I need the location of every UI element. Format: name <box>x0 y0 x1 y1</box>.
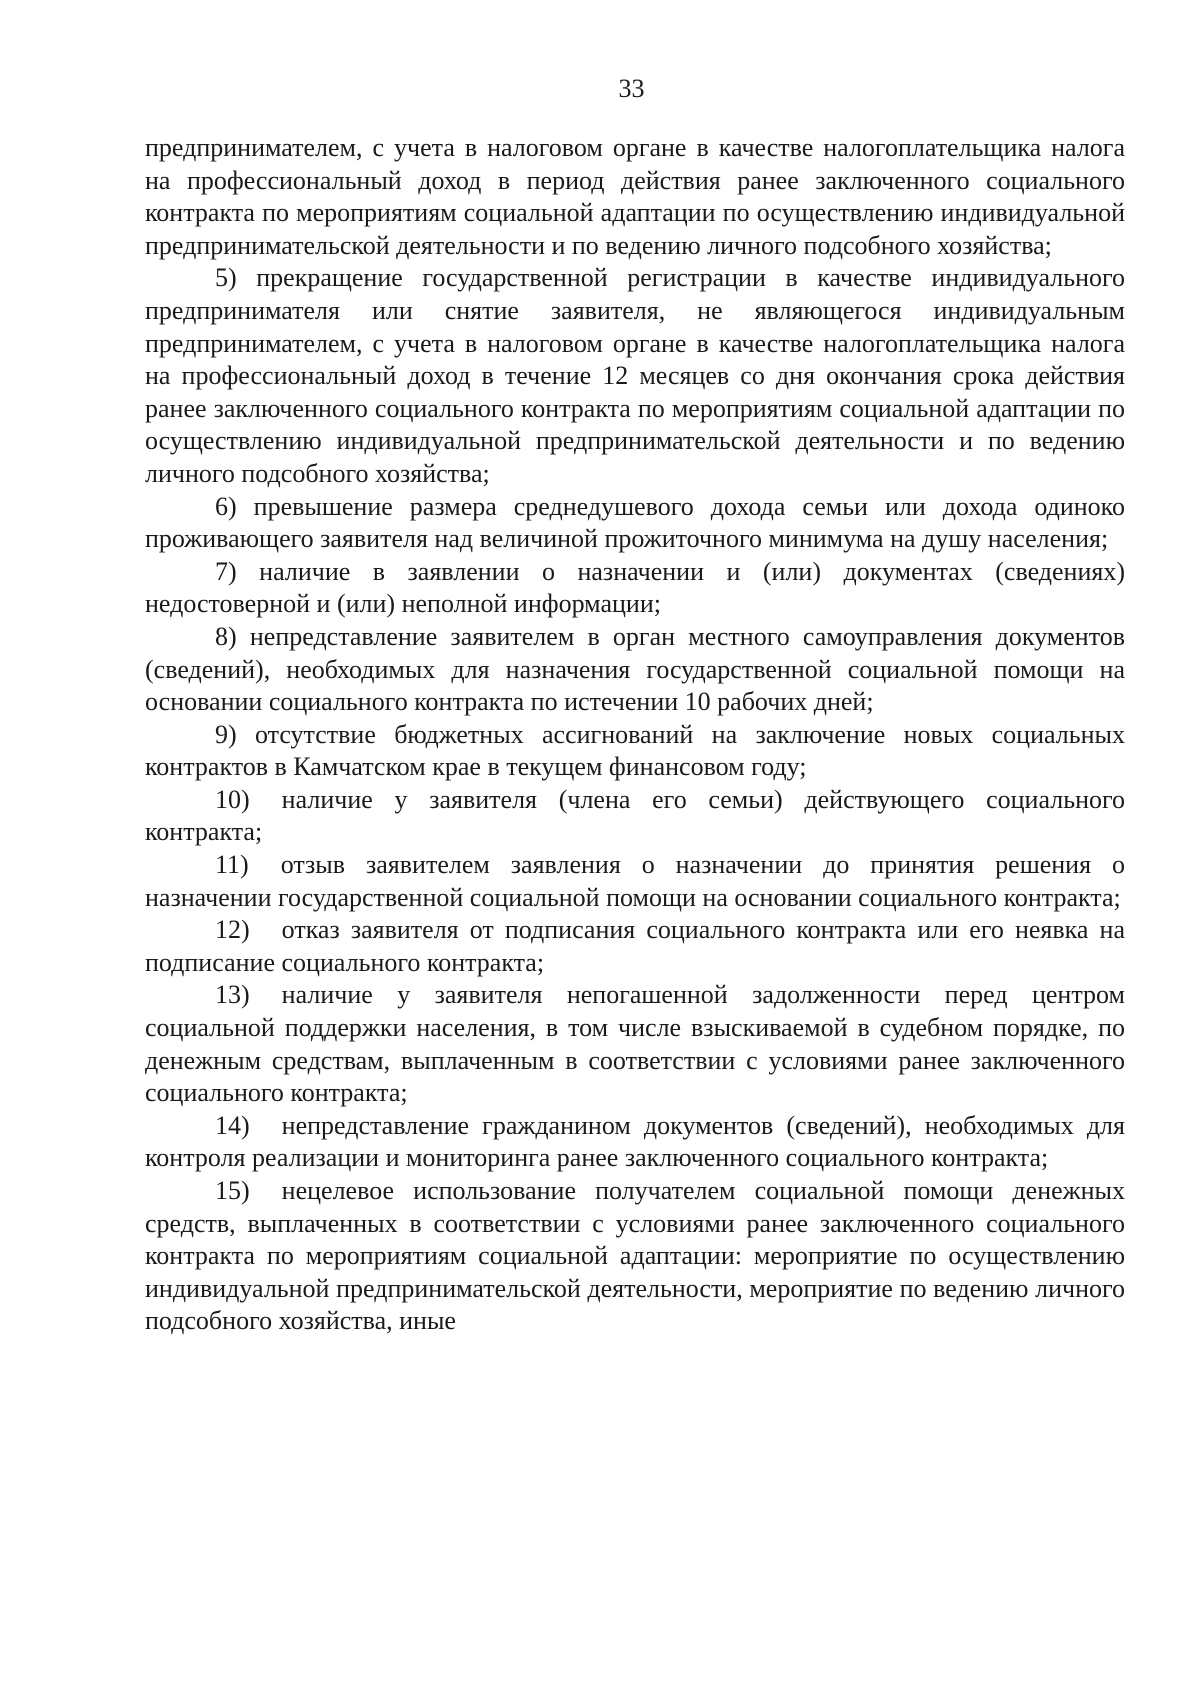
paragraph-text: предпринимателем, с учета в налоговом органе в качестве налогоплательщика налога на профессиональный доход в период действия ранее заключенного социального контракта по мероприятиям социальной адаптации по осуществлению индивидуальной предпринимательской деятельности и по ведению личного подсобного хозяйства; <box>145 133 1125 260</box>
list-item-marker: 9) <box>215 719 237 749</box>
list-item-14 <box>145 1110 1125 1175</box>
list-item-text: непредставление гражданином документов (сведений), необходимых для контроля реализации и мониторинга ранее заключенного социального контракта; <box>145 1110 1125 1173</box>
list-item-15 <box>145 1175 1125 1338</box>
list-item-marker: 10) <box>215 784 250 814</box>
list-item-marker: 12) <box>215 915 250 945</box>
list-item-6 <box>145 491 1125 556</box>
list-item-marker: 7) <box>215 556 237 586</box>
paragraph-continuation <box>145 132 1125 262</box>
list-item-marker: 14) <box>215 1110 250 1140</box>
list-item-text: отзыв заявителем заявления о назначении до принятия решения о назначении государственной социальной помощи на основании социального контракта; <box>145 850 1125 912</box>
document-body <box>145 132 1125 1338</box>
list-item-text: наличие у заявителя непогашенной задолженности перед центром социальной поддержки населения, в том числе взыскиваемой в судебном порядке, по денежным средствам, выплаченным в соответствии с условиями ранее заключенного социального контракта; <box>145 980 1125 1108</box>
list-item-7 <box>145 556 1125 621</box>
list-item-marker: 13) <box>215 980 250 1010</box>
page-number: 33 <box>618 74 645 103</box>
list-item-text: отсутствие бюджетных ассигнований на заключение новых социальных контрактов в Камчатском крае в текущем финансовом году; <box>145 719 1125 782</box>
list-item-text: наличие в заявлении о назначении и (или) документах (сведениях) недостоверной и (или) неполной информации; <box>145 556 1125 619</box>
list-item-text: отказ заявителя от подписания социального контракта или его неявка на подписание социального контракта; <box>145 915 1125 977</box>
list-item-marker: 6) <box>215 491 237 521</box>
list-item-12 <box>145 914 1125 979</box>
list-item-text: прекращение государственной регистрации в качестве индивидуального предпринимателя или снятие заявителя, не являющегося индивидуальным предпринимателем, с учета в налоговом органе в качестве налогоплательщика налога на профессиональный доход в течение 12 месяцев со дня окончания срока действия ранее заключенного социального контракта по мероприятиям социальной адаптации по осуществлению индивидуальной предпринимательской деятельности и по ведению личного подсобного хозяйства; <box>145 263 1125 488</box>
list-item-text: нецелевое использование получателем социальной помощи денежных средств, выплаченных в соответствии с условиями ранее заключенного социального контракта по мероприятиям социальной адаптации: мероприятие по осуществлению индивидуальной предпринимательской деятельности, мероприятие по ведению личного подсобного хозяйства, иные <box>145 1176 1125 1336</box>
list-item-5 <box>145 262 1125 490</box>
list-item-11 <box>145 849 1125 914</box>
list-item-text: непредставление заявителем в орган местного самоуправления документов (сведений), необходимых для назначения государственной социальной помощи на основании социального контракта по истечении 10 рабочих дней; <box>145 621 1125 717</box>
list-item-marker: 8) <box>215 621 237 651</box>
list-item-13 <box>145 979 1125 1109</box>
list-item-text: превышение размера среднедушевого дохода семьи или дохода одиноко проживающего заявителя над величиной прожиточного минимума на душу населения; <box>145 491 1125 554</box>
list-item-marker: 15) <box>215 1176 250 1205</box>
list-item-10 <box>145 784 1125 849</box>
list-item-marker: 5) <box>215 263 237 293</box>
list-item-8 <box>145 621 1125 719</box>
list-item-marker: 11) <box>215 850 249 880</box>
list-item-9 <box>145 719 1125 784</box>
list-item-text: наличие у заявителя (члена его семьи) действующего социального контракта; <box>145 784 1125 847</box>
